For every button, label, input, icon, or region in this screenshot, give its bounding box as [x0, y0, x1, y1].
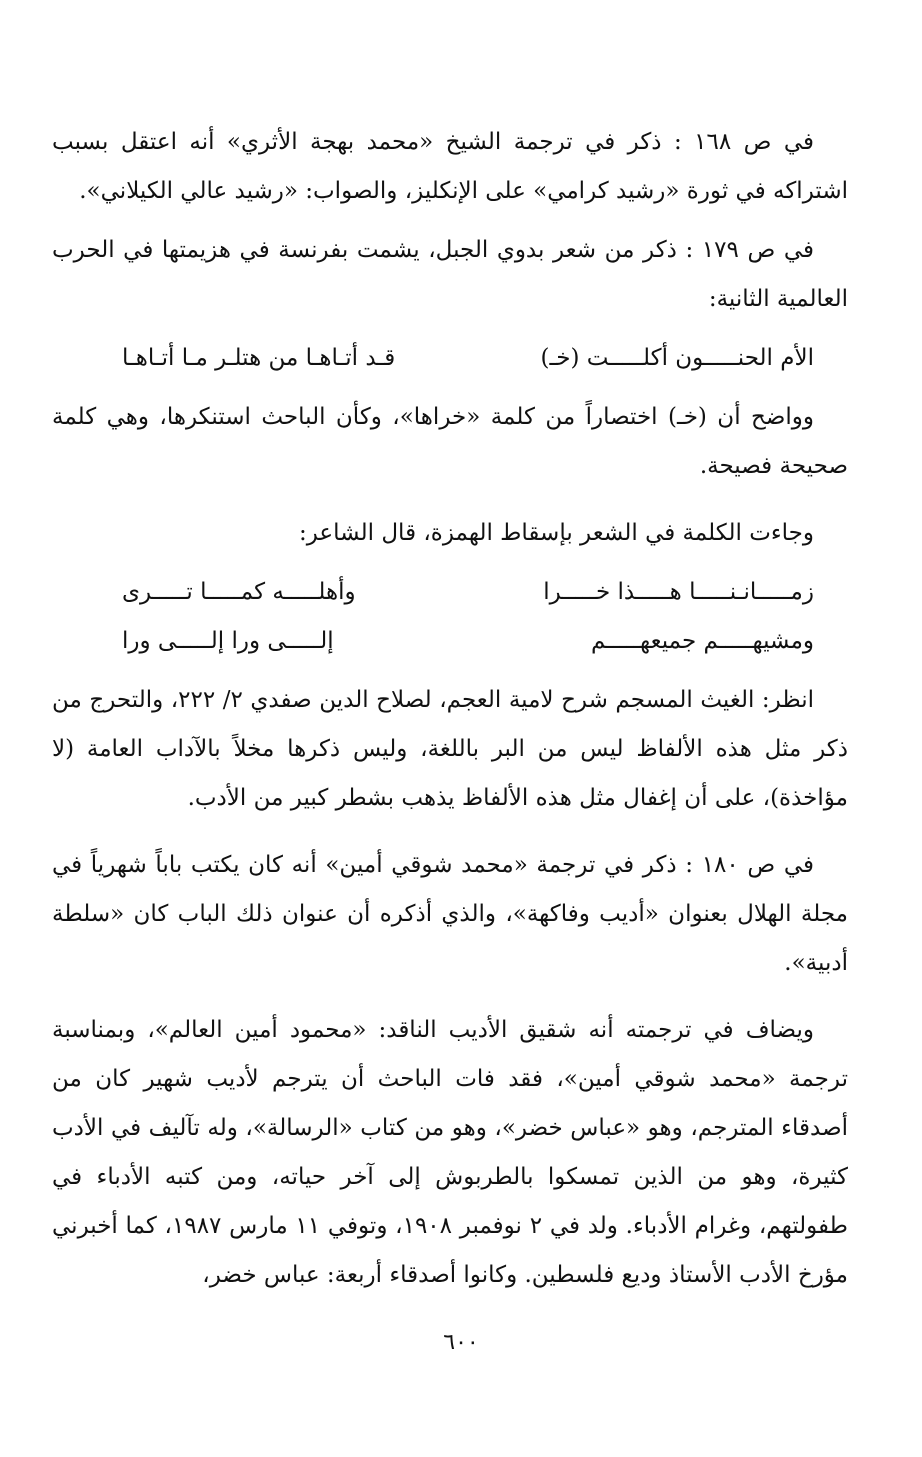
verse-second-hemistich: إلـــــى ورا إلـــــى ورا — [122, 628, 334, 654]
verse-first-hemistich: ومشيهـــــم جميعهـــــم — [591, 628, 814, 654]
paragraph-7: ويضاف في ترجمته أنه شقيق الأديب الناقد: «محمود أمين العالم»، وبمناسبة ترجمة «محمد شوقي أمين»، فقد فات الباحث أن يترجم لأديب شهير كان من أصدقاء المترجم، وهو «عباس خضر»، وهو من كتاب «الرسالة»، وله تآليف في الأدب كثيرة، وهو من الذين تمسكوا بالطربوش إلى آخر حياته، ومن كتبه الأدباء في طفولتهم، وغرام الأدباء. ولد في ٢ نوفمبر ١٩٠٨، وتوفي ١١ مارس ١٩٨٧، كما أخبرني مؤرخ الأدب الأستاذ وديع فلسطين. وكانوا أصدقاء أربعة: عباس خضر، — [52, 1017, 848, 1288]
verse-second-hemistich: قـد أتـاهـا من هتلـر مـا أتـاهـا — [122, 345, 396, 371]
page-body — [52, 118, 848, 1300]
paragraph-5: انظر: الغيث المسجم شرح لامية العجم، لصلاح الدين صفدي ٢/ ٢٢٢، والتحرج من ذكر مثل هذه الألفاظ ليس من البر باللغة، وليس ذكرها مخلاً بالآداب العامة (لا مؤاخذة)، على أن إغفال مثل هذه الألفاظ يذهب بشطر كبير من الأدب. — [52, 687, 848, 811]
paragraph-2: في ص ١٧٩ : ذكر من شعر بدوي الجبل، يشمت بفرنسة في هزيمتها في الحرب العالمية الثانية: — [52, 237, 848, 312]
verse-line — [52, 334, 848, 383]
page-number: ٦٠٠ — [443, 1330, 479, 1355]
verse-second-hemistich: وأهلـــــه كمـــــا تـــــرى — [122, 579, 356, 605]
verse-first-hemistich: زمـــــانـنـــــا هـــــذا خـــــرا — [543, 579, 814, 605]
paragraph-3: وواضح أن (خـ) اختصاراً من كلمة «خراها»، وكأن الباحث استنكرها، وهي كلمة صحيحة فصيحة. — [52, 404, 848, 479]
verse-line — [52, 617, 848, 666]
paragraph-1: في ص ١٦٨ : ذكر في ترجمة الشيخ «محمد بهجة الأثري» أنه اعتقل بسبب اشتراكه في ثورة «رشيد كرامي» على الإنكليز، والصواب: «رشيد عالي الكيلاني». — [52, 129, 848, 204]
verse-first-hemistich: الأم الحنـــــون أكلـــــت (خـ) — [540, 345, 814, 371]
paragraph-4: وجاءت الكلمة في الشعر بإسقاط الهمزة، قال الشاعر: — [298, 520, 814, 546]
verse-block-2 — [52, 568, 848, 666]
verse-line — [52, 568, 848, 617]
paragraph-6: في ص ١٨٠ : ذكر في ترجمة «محمد شوقي أمين» أنه كان يكتب باباً شهرياً في مجلة الهلال بعنوان «أديب وفاكهة»، والذي أذكره أن عنوان ذلك الباب كان «سلطة أدبية». — [52, 852, 848, 976]
verse-block-1 — [52, 334, 848, 383]
